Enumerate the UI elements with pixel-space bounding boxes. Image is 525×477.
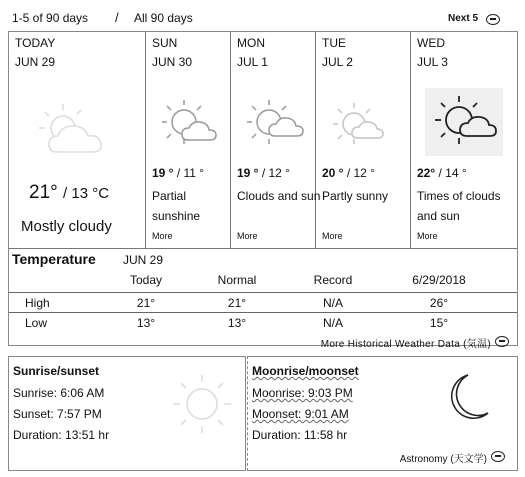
temperature-date: JUN 29 <box>123 253 164 267</box>
moonrise-time: Moonrise: 9:03 PM <box>252 386 353 400</box>
day-name: MON <box>237 36 265 50</box>
row-label: High <box>25 296 50 310</box>
day-date: JUL 2 <box>322 55 353 69</box>
forecast-panel <box>8 31 518 350</box>
day-date: JUN 29 <box>15 55 56 69</box>
today-temperature <box>29 182 109 204</box>
column-header-record: Record <box>313 273 353 287</box>
historical-data-link[interactable]: More Historical Weather Data (気温) <box>320 339 491 350</box>
column-header-date: 6/29/2018 <box>412 273 466 287</box>
partly-sunny-icon <box>152 94 224 156</box>
sunrise-time: Sunrise: 6:06 AM <box>13 386 105 400</box>
moon-icon <box>438 369 494 425</box>
cell-record: N/A <box>322 296 343 310</box>
sunset-time: Sunset: 7:57 PM <box>13 407 102 421</box>
clouds-and-sun-icon <box>239 90 311 152</box>
day-low: / 14 ° <box>438 166 467 180</box>
day-name: TUE <box>322 36 346 50</box>
table-row-high <box>9 292 517 313</box>
arrow-circle-icon[interactable] <box>495 336 509 347</box>
sun-duration: Duration: 13:51 hr <box>13 428 110 442</box>
temperature-title: Temperature <box>12 251 96 267</box>
forecast-days <box>9 32 517 248</box>
partly-sunny-icon <box>324 94 396 156</box>
day-low: / 11 ° <box>176 166 205 180</box>
range-link[interactable]: 1-5 of 90 days <box>12 11 89 25</box>
moon-duration: Duration: 11:58 hr <box>252 428 348 442</box>
column-header-normal: Normal <box>217 273 257 287</box>
sun-icon <box>169 371 235 437</box>
day-temperatures <box>417 166 467 180</box>
day-name: SUN <box>152 36 178 50</box>
cell-normal: 21° <box>227 296 247 310</box>
day-temperatures <box>237 166 290 180</box>
day-low: / 12 ° <box>346 166 375 180</box>
day-temperatures <box>152 166 204 180</box>
pagination-bar <box>8 9 518 29</box>
table-row-low <box>9 313 517 334</box>
next-5-link[interactable]: Next 5 <box>447 13 478 24</box>
separator: / <box>115 10 119 25</box>
arrow-circle-icon[interactable] <box>491 451 505 462</box>
day-condition: Partly sunny <box>322 189 389 203</box>
more-link[interactable]: More <box>237 231 258 241</box>
more-link[interactable]: More <box>322 231 343 241</box>
all-days-link[interactable]: All 90 days <box>134 11 193 25</box>
clouds-and-sun-icon <box>423 86 505 158</box>
day-card-tue[interactable] <box>316 32 411 248</box>
day-date: JUL 1 <box>237 55 268 69</box>
day-date: JUN 30 <box>152 55 193 69</box>
more-link[interactable]: More <box>152 231 173 241</box>
day-name: TODAY <box>15 36 56 50</box>
column-header-today: Today <box>129 273 163 287</box>
temperature-section <box>9 248 517 350</box>
day-high: 20 ° <box>322 166 344 180</box>
arrow-circle-icon[interactable] <box>486 14 500 25</box>
more-link[interactable]: More <box>417 231 438 241</box>
cell-record: N/A <box>322 316 343 330</box>
day-name: WED <box>417 36 445 50</box>
day-high: 19 ° <box>237 166 259 180</box>
day-date: JUL 3 <box>417 55 448 69</box>
day-condition: Times of clouds and sun <box>417 189 501 223</box>
day-card-wed[interactable] <box>411 32 517 248</box>
day-card-today[interactable] <box>9 32 146 248</box>
today-low: / 13 °C <box>63 185 110 202</box>
moonset-time: Moonset: 9:01 AM <box>252 407 349 421</box>
mostly-cloudy-icon <box>27 94 127 164</box>
day-card-mon[interactable] <box>231 32 321 248</box>
astronomy-link[interactable]: Astronomy (天文学) <box>399 454 487 465</box>
day-low: / 12 ° <box>261 166 290 180</box>
day-high: 19 ° <box>152 166 174 180</box>
sun-panel-title: Sunrise/sunset <box>13 364 100 378</box>
cell-date: 26° <box>429 296 449 310</box>
cell-normal: 13° <box>227 316 247 330</box>
today-condition: Mostly cloudy <box>21 218 112 235</box>
day-temperatures <box>322 166 375 180</box>
cell-today: 13° <box>136 316 156 330</box>
day-card-sun[interactable] <box>146 32 231 248</box>
moonrise-moonset-panel <box>247 356 518 471</box>
day-high: 22° <box>417 166 436 180</box>
cell-date: 15° <box>429 316 449 330</box>
today-high: 21° <box>29 182 58 203</box>
moon-panel-title: Moonrise/moonset <box>252 364 359 378</box>
sunrise-sunset-panel <box>8 356 246 471</box>
day-condition: Partial sunshine <box>152 189 201 223</box>
cell-today: 21° <box>136 296 156 310</box>
row-label: Low <box>25 316 48 330</box>
day-condition: Clouds and sun <box>237 189 321 203</box>
